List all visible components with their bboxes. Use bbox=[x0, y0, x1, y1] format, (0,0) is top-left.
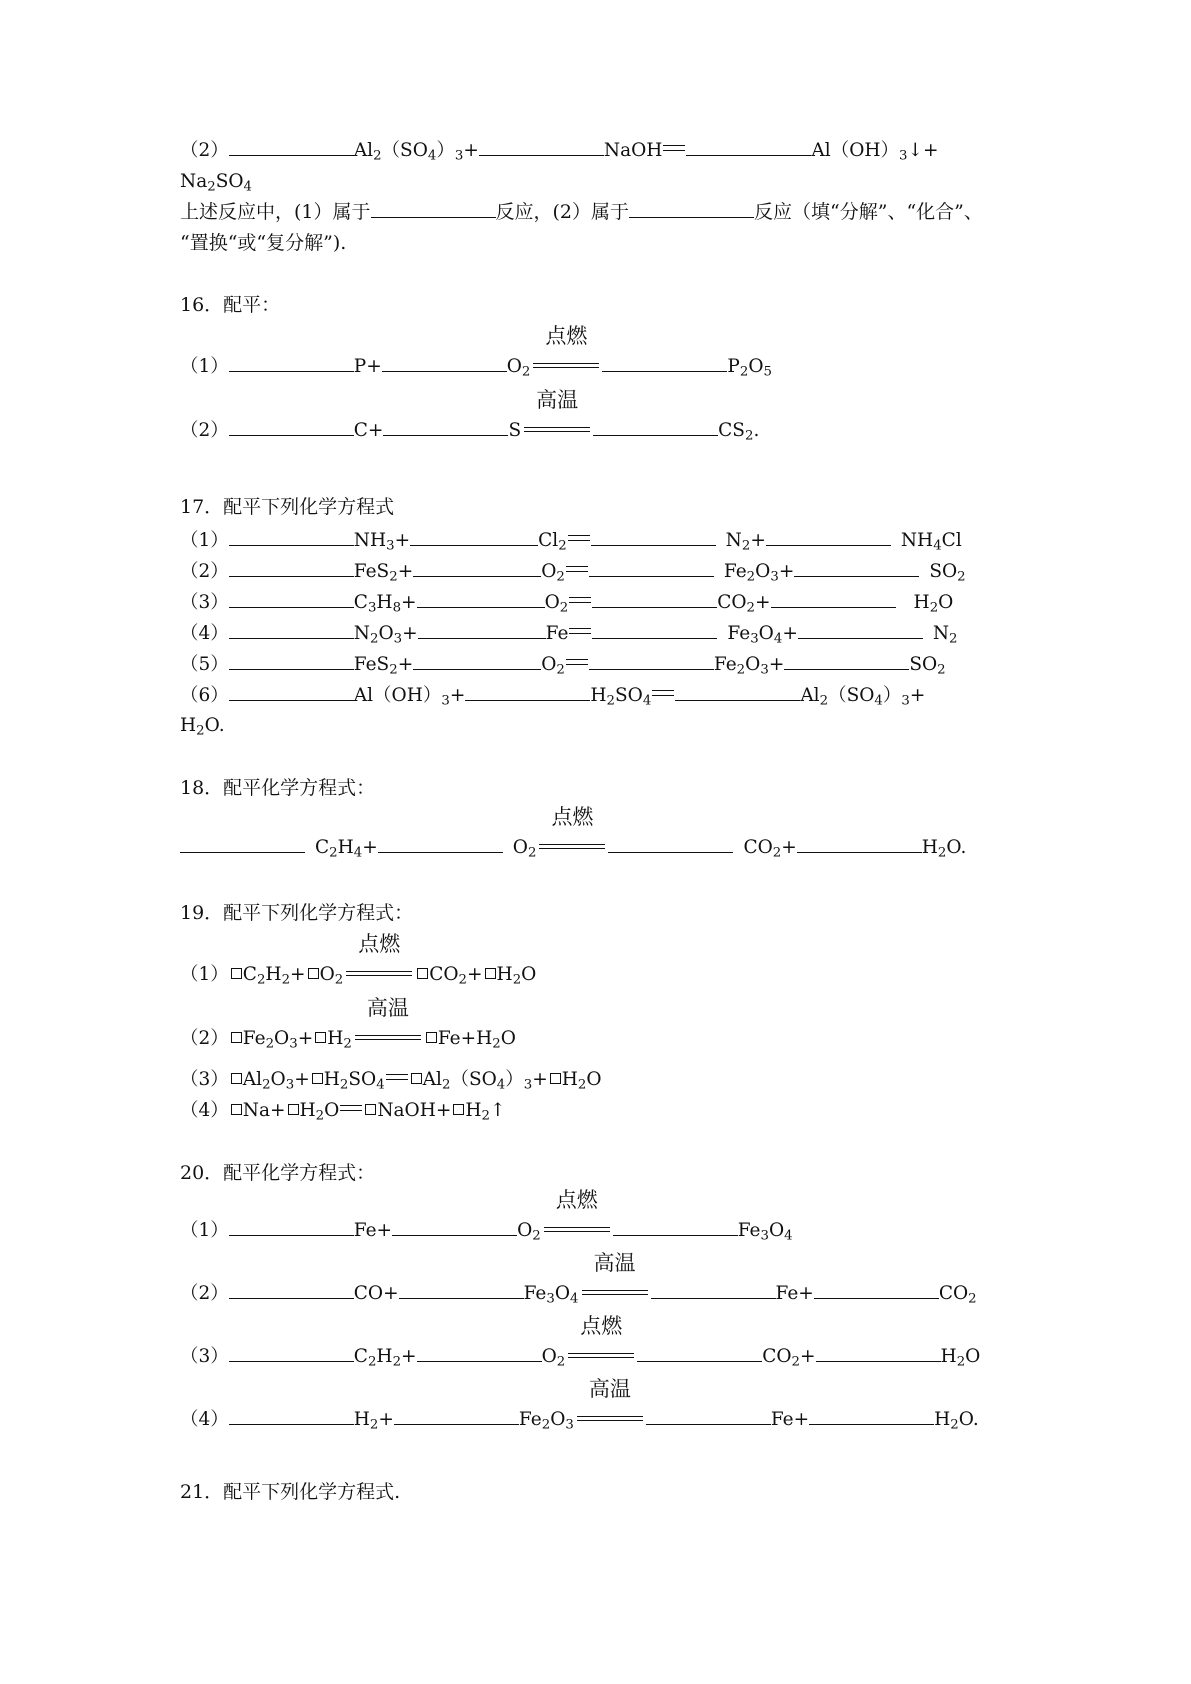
condition-ignite: 点燃 bbox=[537, 827, 607, 853]
answer-blank[interactable] bbox=[766, 527, 891, 546]
q17-equation-2: （2） $FeS_2+ O_2$ $Fe_2O_3+ SO_2$ bbox=[180, 558, 966, 585]
condition-high-temp: 高温 bbox=[575, 1399, 645, 1425]
q16-equation-2: （2） C+ S 高温 $CS_2$. bbox=[180, 388, 760, 444]
answer-blank[interactable] bbox=[392, 1217, 517, 1236]
answer-blank[interactable] bbox=[229, 589, 354, 608]
answer-blank[interactable] bbox=[394, 1406, 519, 1425]
q17-title: 17．配平下列化学方程式 bbox=[180, 496, 395, 518]
q16-title: 16．配平： bbox=[180, 294, 281, 316]
q21-title: 21．配平下列化学方程式. bbox=[180, 1481, 401, 1503]
answer-blank[interactable] bbox=[410, 527, 538, 546]
coefficient-box[interactable] bbox=[411, 1073, 422, 1084]
answer-blank[interactable] bbox=[608, 834, 733, 853]
answer-blank[interactable] bbox=[629, 199, 754, 218]
q19-equation-3: （3） $Al_2O_3+ H_2SO_4$ $Al_2(SO_4)_3+ H_2O$ bbox=[180, 1069, 602, 1093]
coefficient-box[interactable] bbox=[231, 1104, 242, 1115]
q15-equation-2: （2） $Al_2(SO_4)_3+$ NaOH $Al(OH)_3↓+$ bbox=[180, 137, 939, 164]
condition-ignite: 点燃 bbox=[531, 346, 601, 372]
q20-equation-4: （4） $H_2+ Fe_2O_3$ 高温 $Fe+ H_2O$. bbox=[180, 1377, 979, 1433]
coefficient-box[interactable] bbox=[550, 1073, 561, 1084]
equals-sign bbox=[569, 597, 591, 603]
answer-blank[interactable] bbox=[229, 527, 354, 546]
answer-blank[interactable] bbox=[797, 834, 922, 853]
answer-blank[interactable] bbox=[229, 651, 354, 670]
answer-blank[interactable] bbox=[229, 137, 354, 156]
q19-title: 19．配平下列化学方程式： bbox=[180, 902, 414, 924]
q18-title: 18．配平化学方程式： bbox=[180, 777, 376, 799]
equals-sign bbox=[652, 690, 674, 696]
answer-blank[interactable] bbox=[794, 558, 919, 577]
equals-sign bbox=[663, 145, 685, 151]
q16-equation-1: （1） $P+ O_2$ 点燃 $P_2O_5$ bbox=[180, 324, 772, 380]
answer-blank[interactable] bbox=[814, 1280, 939, 1299]
answer-blank[interactable] bbox=[589, 651, 714, 670]
condition-ignite: 点燃 bbox=[566, 1336, 636, 1362]
q17-equation-3: （3） $C_3H_8+ O_2$ $CO_2+ H_2O$ bbox=[180, 589, 953, 616]
q18-equation: $C_2H_4+ O_2$ 点燃 $CO_2+ H_2O$. bbox=[180, 827, 966, 861]
answer-blank[interactable] bbox=[382, 353, 507, 372]
q15-question-text: 上述反应中，(1）属于 反应，(2）属于 反应（填“分解”、“化合”、 bbox=[180, 201, 983, 223]
answer-blank[interactable] bbox=[417, 1343, 542, 1362]
answer-blank[interactable] bbox=[651, 1280, 776, 1299]
q19-equation-1: （1） $C_2H_2+ O_2$ 点燃 $CO_2+ H_2O$ bbox=[180, 932, 537, 988]
coefficient-box[interactable] bbox=[231, 968, 242, 979]
answer-blank[interactable] bbox=[229, 1406, 354, 1425]
equals-sign bbox=[566, 659, 588, 665]
answer-blank[interactable] bbox=[417, 589, 545, 608]
q15-question-text-cont: “置换“或“复分解”). bbox=[180, 232, 347, 254]
answer-blank[interactable] bbox=[229, 682, 354, 701]
coefficient-box[interactable] bbox=[453, 1104, 464, 1115]
equals-sign bbox=[566, 566, 588, 572]
answer-blank[interactable] bbox=[602, 353, 727, 372]
equals-sign bbox=[568, 535, 590, 541]
answer-blank[interactable] bbox=[383, 417, 508, 436]
answer-blank[interactable] bbox=[591, 527, 716, 546]
condition-high-temp: 高温 bbox=[353, 1018, 423, 1044]
coefficient-box[interactable] bbox=[485, 968, 496, 979]
q19-equation-4: （4） $Na+ H_2O$ NaOH+ $H_2↑$ bbox=[180, 1100, 506, 1124]
coefficient-box[interactable] bbox=[417, 968, 428, 979]
answer-blank[interactable] bbox=[378, 834, 503, 853]
equals-sign bbox=[569, 628, 591, 634]
answer-blank[interactable] bbox=[589, 558, 714, 577]
coefficient-box[interactable] bbox=[365, 1104, 376, 1115]
answer-blank[interactable] bbox=[418, 620, 546, 639]
answer-blank[interactable] bbox=[675, 682, 800, 701]
q17-equation-1: （1） $NH_3+ Cl_2$ $N_2+ NH_4Cl$ bbox=[180, 527, 962, 554]
answer-blank[interactable] bbox=[479, 137, 604, 156]
q20-equation-2: （2） $CO+ Fe_3O_4$ 高温 $Fe+ CO_2$ bbox=[180, 1251, 977, 1307]
q15-equation-2-cont: $Na_2SO_4$ bbox=[180, 171, 253, 195]
answer-blank[interactable] bbox=[465, 682, 590, 701]
answer-blank[interactable] bbox=[229, 1280, 354, 1299]
equals-sign bbox=[340, 1105, 362, 1111]
coefficient-box[interactable] bbox=[312, 1073, 323, 1084]
answer-blank[interactable] bbox=[798, 620, 923, 639]
q20-title: 20．配平化学方程式： bbox=[180, 1162, 376, 1184]
answer-blank[interactable] bbox=[229, 353, 354, 372]
answer-blank[interactable] bbox=[229, 1343, 354, 1362]
answer-blank[interactable] bbox=[593, 417, 718, 436]
answer-blank[interactable] bbox=[613, 1217, 738, 1236]
coefficient-box[interactable] bbox=[231, 1032, 242, 1043]
condition-high-temp: 高温 bbox=[580, 1273, 650, 1299]
answer-blank[interactable] bbox=[771, 589, 896, 608]
q17-equation-5: （5） $FeS_2+ O_2$ $Fe_2O_3+ SO_2$ bbox=[180, 651, 946, 678]
answer-blank[interactable] bbox=[180, 834, 305, 853]
answer-blank[interactable] bbox=[592, 589, 717, 608]
coefficient-box[interactable] bbox=[231, 1073, 242, 1084]
coefficient-box[interactable] bbox=[308, 968, 319, 979]
coefficient-box[interactable] bbox=[315, 1032, 326, 1043]
answer-blank[interactable] bbox=[399, 1280, 524, 1299]
answer-blank[interactable] bbox=[229, 558, 354, 577]
coefficient-box[interactable] bbox=[288, 1104, 299, 1115]
answer-blank[interactable] bbox=[816, 1343, 941, 1362]
answer-blank[interactable] bbox=[637, 1343, 762, 1362]
answer-blank[interactable] bbox=[646, 1406, 771, 1425]
condition-high-temp: 高温 bbox=[522, 410, 592, 436]
q17-equation-4: （4） $N_2O_3+ Fe$ $Fe_3O_4+ N_2$ bbox=[180, 620, 958, 647]
answer-blank[interactable] bbox=[229, 620, 354, 639]
answer-blank[interactable] bbox=[371, 199, 496, 218]
answer-blank[interactable] bbox=[809, 1406, 934, 1425]
q20-equation-1: （1） $Fe+ O_2$ 点燃 $Fe_3O_4$ bbox=[180, 1188, 793, 1244]
answer-blank[interactable] bbox=[229, 1217, 354, 1236]
q17-equation-6: （6） $Al(OH)_3+ H_2SO_4$ $Al_2(SO_4)_3+$ bbox=[180, 682, 925, 709]
condition-ignite: 点燃 bbox=[344, 954, 414, 980]
q19-equation-2: （2） $Fe_2O_3+ H_2$ 高温 $Fe+H_2O$ bbox=[180, 996, 516, 1052]
answer-blank[interactable] bbox=[229, 417, 354, 436]
condition-ignite: 点燃 bbox=[542, 1210, 612, 1236]
answer-blank[interactable] bbox=[686, 137, 811, 156]
q17-equation-6-cont: $H_2O$. bbox=[180, 715, 225, 739]
equals-sign bbox=[386, 1074, 408, 1080]
answer-blank[interactable] bbox=[413, 651, 541, 670]
answer-blank[interactable] bbox=[784, 651, 909, 670]
answer-blank[interactable] bbox=[592, 620, 717, 639]
answer-blank[interactable] bbox=[413, 558, 541, 577]
q20-equation-3: （3） $C_2H_2+ O_2$ 点燃 $CO_2+ H_2O$ bbox=[180, 1314, 981, 1370]
coefficient-box[interactable] bbox=[426, 1032, 437, 1043]
